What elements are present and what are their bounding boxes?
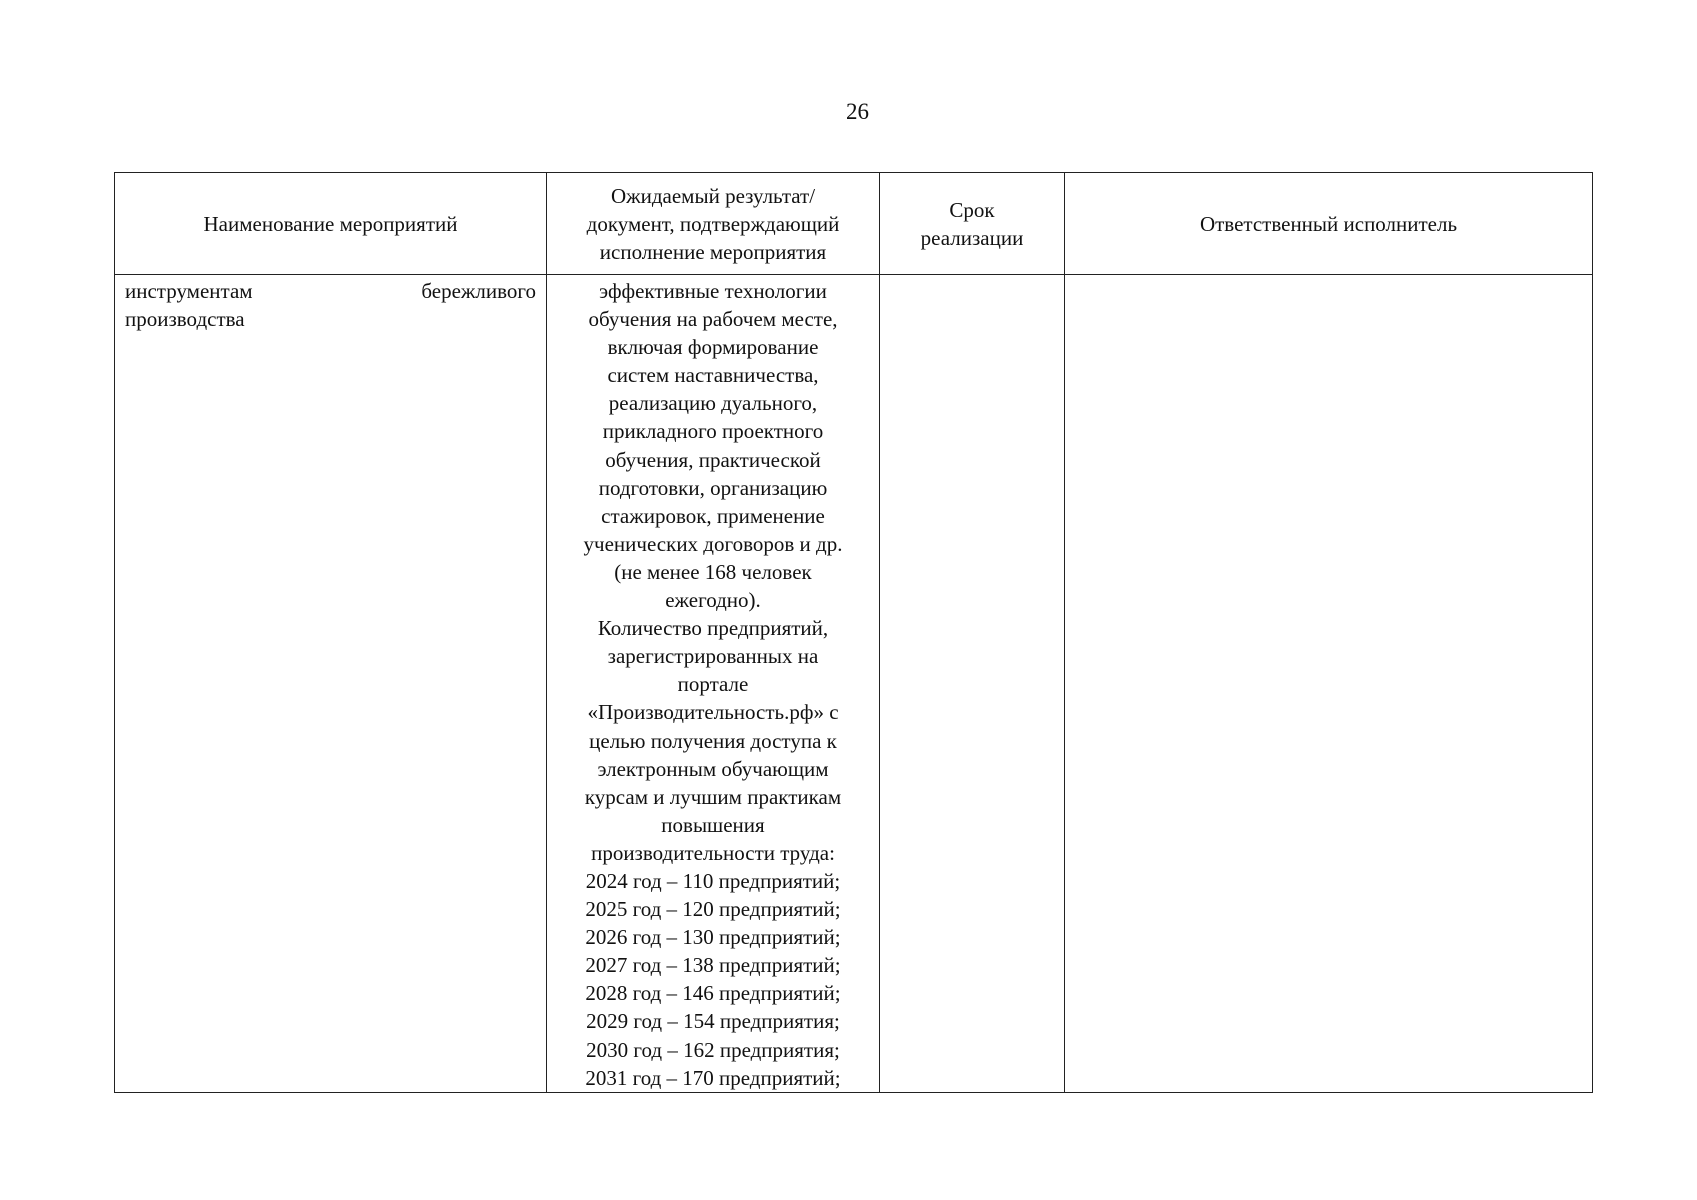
header-measure-name: Наименование мероприятий xyxy=(115,173,547,275)
cell-responsible xyxy=(1065,275,1593,1093)
cell-term xyxy=(880,275,1065,1093)
result-line: систем наставничества, xyxy=(607,363,819,388)
result-line: включая формирование xyxy=(607,335,819,360)
result-line: ежегодно). xyxy=(665,588,761,613)
table-row xyxy=(115,275,1593,1093)
name-second-line: производства xyxy=(125,307,245,332)
result-line: 2024 год – 110 предприятий; xyxy=(585,868,841,893)
header-term-line: Срок xyxy=(949,197,995,222)
result-line: 2030 год – 162 предприятия; xyxy=(586,1037,840,1062)
result-line: целью получения доступа к xyxy=(589,728,837,753)
result-line: 2029 год – 154 предприятия; xyxy=(586,1009,840,1034)
header-term xyxy=(880,173,1065,275)
cell-expected-result xyxy=(547,275,880,1093)
header-result-line: исполнение мероприятия xyxy=(599,239,827,264)
result-line: подготовки, организацию xyxy=(598,475,828,500)
result-line: портале xyxy=(677,672,749,697)
result-line: обучения, практической xyxy=(605,447,821,472)
cell-measure-name xyxy=(115,275,547,1093)
result-line: повышения xyxy=(661,812,765,837)
header-result-line: документ, подтверждающий xyxy=(586,211,840,236)
page-number: 26 xyxy=(846,99,869,124)
result-line: 2026 год – 130 предприятий; xyxy=(585,925,841,950)
result-line: зарегистрированных на xyxy=(607,644,819,669)
result-line: 2031 год – 170 предприятий; xyxy=(585,1065,841,1090)
result-line: «Производительность.рф» с xyxy=(587,700,839,725)
header-expected-result xyxy=(547,173,880,275)
result-line: 2025 год – 120 предприятий; xyxy=(585,897,841,922)
result-line: стажировок, применение xyxy=(601,503,825,528)
result-line: (не менее 168 человек xyxy=(614,559,812,584)
result-line: прикладного проектного xyxy=(602,419,824,444)
result-line: эффективные технологии xyxy=(599,279,827,303)
measures-table xyxy=(114,172,1593,1093)
header-result-line: Ожидаемый результат/ xyxy=(610,183,816,208)
result-line: 2028 год – 146 предприятий; xyxy=(585,981,841,1006)
result-line: курсам и лучшим практикам xyxy=(584,784,842,809)
table-header-row xyxy=(115,173,1593,275)
result-line: 2027 год – 138 предприятий; xyxy=(585,953,841,978)
result-line: реализацию дуального, xyxy=(608,391,818,416)
name-word: бережливого xyxy=(421,279,536,303)
name-first-line xyxy=(125,277,536,305)
result-line: производительности труда: xyxy=(591,840,835,865)
result-line: Количество предприятий, xyxy=(597,616,829,641)
result-line: обучения на рабочем месте, xyxy=(588,307,838,332)
result-line: ученических договоров и др. xyxy=(583,531,843,556)
result-line: электронным обучающим xyxy=(597,756,829,781)
header-responsible: Ответственный исполнитель xyxy=(1065,173,1593,275)
header-term-line: реализации xyxy=(920,225,1024,250)
name-word: инструментам xyxy=(125,279,253,303)
